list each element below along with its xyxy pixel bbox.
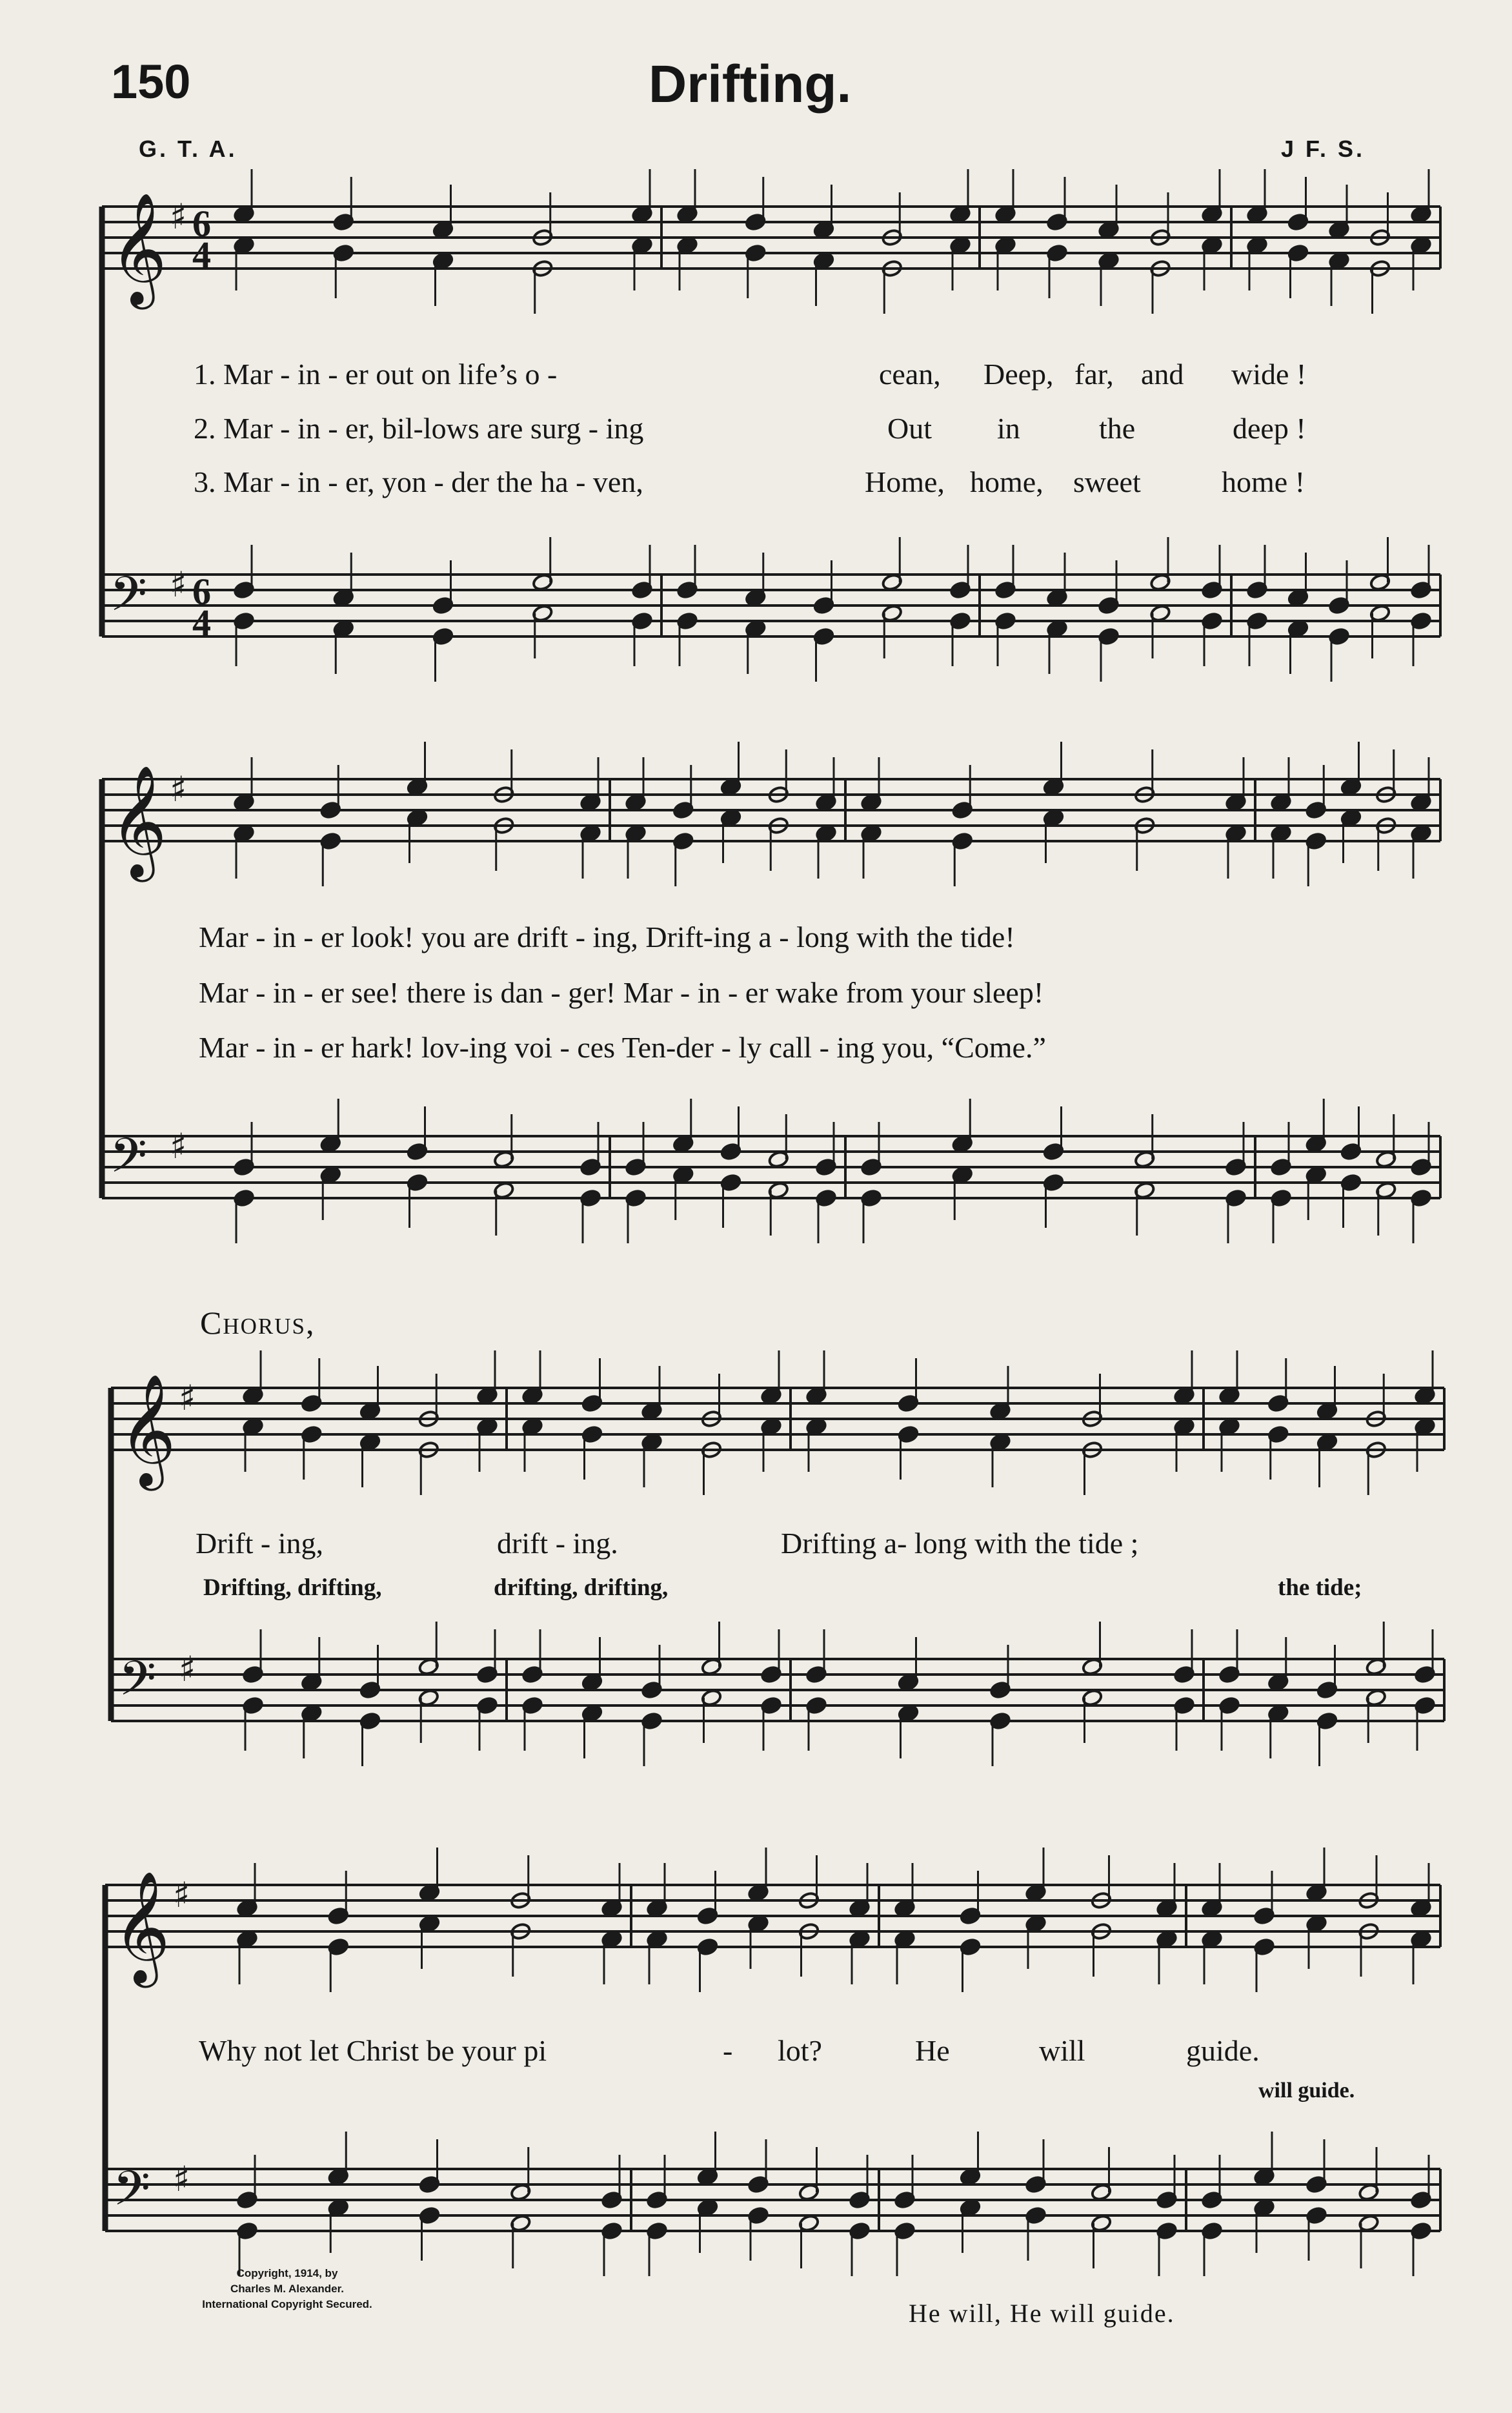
- treble-clef-icon: 𝄞: [110, 765, 167, 877]
- copyright-line: Copyright, 1914, by: [236, 2267, 338, 2279]
- verse2-line1: 2. Mar - in - er, bil-lows are surg - ing: [194, 412, 644, 445]
- verse3-word: home !: [1222, 465, 1305, 498]
- verse1-line1: 1. Mar - in - er out on life’s o -: [194, 358, 558, 391]
- final-lyric: He: [915, 2034, 950, 2067]
- copyright-line: Charles M. Alexander.: [230, 2283, 345, 2295]
- chorus-echo: the tide;: [1278, 1574, 1362, 1601]
- bass-clef-icon: 𝄢: [110, 566, 147, 634]
- sharp-icon: ♯: [179, 1649, 196, 1689]
- verse3-line1: 3. Mar - in - er, yon - der the ha - ven,: [194, 465, 643, 498]
- bass-clef-icon: 𝄢: [119, 1651, 156, 1718]
- music-by-credit: J F. S.: [1281, 136, 1366, 162]
- verse1-word: wide !: [1231, 358, 1307, 391]
- verse1-word: and: [1141, 358, 1184, 391]
- verse2-line2: Mar - in - er see! there is dan - ger! Mar - in - er wake from your sleep!: [199, 976, 1044, 1009]
- verse2-word: in: [997, 412, 1020, 445]
- chorus-echo: drifting, drifting,: [494, 1574, 669, 1601]
- verse3-line2: Mar - in - er hark! lov-ing voi - ces Ten-der - ly call - ing you, “Come.”: [199, 1031, 1046, 1064]
- sharp-icon: ♯: [170, 196, 187, 237]
- verse2-word: the: [1099, 412, 1136, 445]
- final-lyric: -: [723, 2034, 733, 2067]
- time-signature-digit: 4: [192, 234, 211, 276]
- treble-clef-icon: 𝄞: [113, 1871, 170, 1983]
- chorus-lyric: Drifting a- long with the tide ;: [781, 1527, 1139, 1560]
- treble-clef-icon: 𝄞: [119, 1374, 176, 1486]
- verse3-word: sweet: [1073, 465, 1141, 498]
- copyright-line: International Copyright Secured.: [202, 2298, 372, 2310]
- time-signature-digit: 6: [192, 571, 211, 613]
- final-lyric: will: [1039, 2034, 1085, 2067]
- words-by-credit: G. T. A.: [139, 136, 237, 162]
- final-lyric: guide.: [1186, 2034, 1260, 2067]
- chorus-lyric: drift - ing.: [497, 1527, 618, 1560]
- treble-clef-icon: 𝄞: [110, 192, 167, 305]
- time-signature-digit: 6: [192, 203, 211, 245]
- chorus-label: Chorus,: [200, 1305, 316, 1341]
- sharp-icon: ♯: [170, 769, 187, 809]
- verse2-word: deep !: [1233, 412, 1306, 445]
- copyright-notice: [132, 2266, 442, 2312]
- time-signature-digit: 4: [192, 602, 211, 644]
- verse3-word: home,: [970, 465, 1043, 498]
- sharp-icon: ♯: [173, 2159, 190, 2199]
- sharp-icon: ♯: [170, 1126, 187, 1166]
- chorus-echo: Drifting, drifting,: [203, 1574, 382, 1601]
- sharp-icon: ♯: [173, 1875, 190, 1915]
- final-lyric: lot?: [778, 2034, 822, 2067]
- echo-will-guide: will guide.: [1258, 2079, 1355, 2102]
- staff-lines: [102, 207, 1444, 2231]
- bass-clef-icon: 𝄢: [110, 1128, 147, 1196]
- verse1-line2: Mar - in - er look! you are drift - ing, Drift-ing a - long with the tide!: [199, 921, 1015, 953]
- page-number: 150: [111, 55, 191, 108]
- verse3-word: Home,: [865, 465, 945, 498]
- final-lyric: Why not let Christ be your pi: [199, 2034, 547, 2067]
- verse2-word: Out: [887, 412, 932, 445]
- verse1-word: Deep,: [983, 358, 1054, 391]
- bass-clef-icon: 𝄢: [113, 2161, 150, 2228]
- sharp-icon: ♯: [170, 564, 187, 605]
- verse1-word: far,: [1074, 358, 1114, 391]
- sharp-icon: ♯: [179, 1378, 196, 1418]
- echo-he-will-guide: He will, He will guide.: [909, 2299, 1175, 2328]
- verse1-word: cean,: [879, 358, 941, 391]
- song-title: Drifting.: [649, 55, 852, 114]
- chorus-lyric: Drift - ing,: [196, 1527, 324, 1560]
